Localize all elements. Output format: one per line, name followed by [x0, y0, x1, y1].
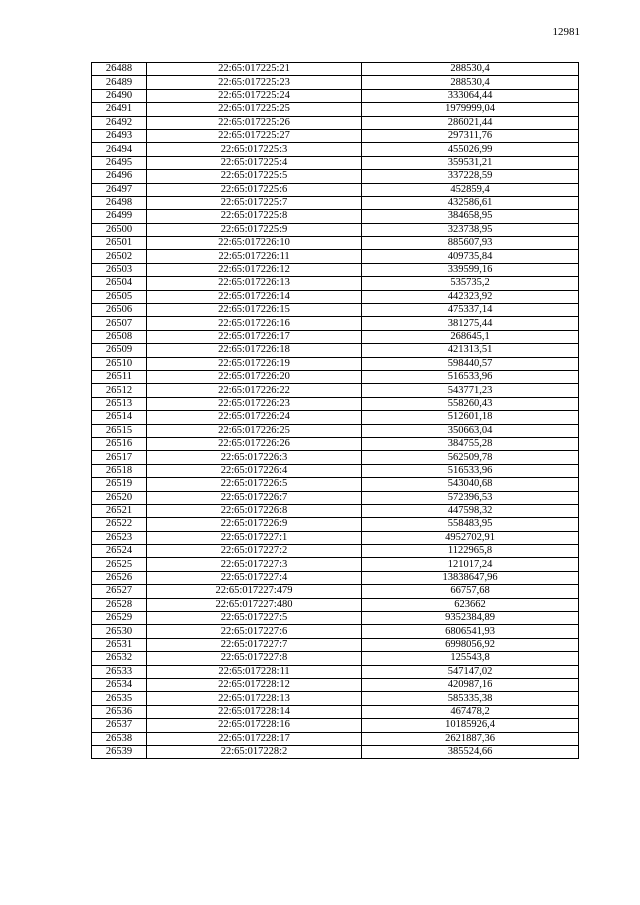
- cadastral-number-cell: 22:65:017227:7: [147, 638, 362, 651]
- row-number-cell: 26512: [92, 384, 147, 397]
- cadastral-number-cell: 22:65:017225:6: [147, 183, 362, 196]
- cadastral-value-cell: 339599,16: [362, 263, 579, 276]
- cadastral-value-cell: 337228,59: [362, 170, 579, 183]
- cadastral-number-cell: 22:65:017225:8: [147, 210, 362, 223]
- cadastral-number-cell: 22:65:017226:4: [147, 464, 362, 477]
- row-number-cell: 26501: [92, 237, 147, 250]
- cadastral-value-cell: 447598,32: [362, 504, 579, 517]
- row-number-cell: 26528: [92, 598, 147, 611]
- cadastral-value-cell: 4952702,91: [362, 531, 579, 544]
- table-row: [92, 183, 579, 196]
- cadastral-number-cell: 22:65:017226:17: [147, 330, 362, 343]
- cadastral-number-cell: 22:65:017225:7: [147, 196, 362, 209]
- cadastral-value-cell: 516533,96: [362, 464, 579, 477]
- row-number-cell: 26505: [92, 290, 147, 303]
- cadastral-value-cell: 420987,16: [362, 678, 579, 691]
- table-row: [92, 719, 579, 732]
- row-number-cell: 26516: [92, 437, 147, 450]
- cadastral-value-cell: 286021,44: [362, 116, 579, 129]
- table-body: [92, 63, 579, 759]
- cadastral-value-cell: 385524,66: [362, 745, 579, 758]
- cadastral-number-cell: 22:65:017225:24: [147, 89, 362, 102]
- row-number-cell: 26496: [92, 170, 147, 183]
- row-number-cell: 26510: [92, 357, 147, 370]
- cadastral-value-cell: 558483,95: [362, 518, 579, 531]
- cadastral-value-cell: 598440,57: [362, 357, 579, 370]
- table-row: [92, 665, 579, 678]
- row-number-cell: 26537: [92, 719, 147, 732]
- cadastral-value-cell: 384658,95: [362, 210, 579, 223]
- table-row: [92, 652, 579, 665]
- cadastral-value-cell: 572396,53: [362, 491, 579, 504]
- cadastral-value-cell: 359531,21: [362, 156, 579, 169]
- table-row: [92, 531, 579, 544]
- cadastral-value-cell: 623662: [362, 598, 579, 611]
- cadastral-value-cell: 512601,18: [362, 411, 579, 424]
- cadastral-number-cell: 22:65:017227:480: [147, 598, 362, 611]
- table-row: [92, 451, 579, 464]
- cadastral-value-cell: 381275,44: [362, 317, 579, 330]
- row-number-cell: 26520: [92, 491, 147, 504]
- table-row: [92, 625, 579, 638]
- row-number-cell: 26527: [92, 585, 147, 598]
- table-row: [92, 638, 579, 651]
- cadastral-value-cell: 421313,51: [362, 344, 579, 357]
- cadastral-value-cell: 467478,2: [362, 705, 579, 718]
- table-row: [92, 705, 579, 718]
- table-row: [92, 63, 579, 76]
- row-number-cell: 26497: [92, 183, 147, 196]
- cadastral-value-cell: 1979999,04: [362, 103, 579, 116]
- row-number-cell: 26535: [92, 692, 147, 705]
- cadastral-number-cell: 22:65:017226:25: [147, 424, 362, 437]
- cadastral-number-cell: 22:65:017226:14: [147, 290, 362, 303]
- row-number-cell: 26498: [92, 196, 147, 209]
- row-number-cell: 26525: [92, 558, 147, 571]
- table-row: [92, 424, 579, 437]
- table-row: [92, 437, 579, 450]
- table-row: [92, 210, 579, 223]
- cadastral-number-cell: 22:65:017225:4: [147, 156, 362, 169]
- row-number-cell: 26492: [92, 116, 147, 129]
- cadastral-number-cell: 22:65:017226:22: [147, 384, 362, 397]
- table-row: [92, 237, 579, 250]
- cadastral-value-cell: 10185926,4: [362, 719, 579, 732]
- cadastral-number-cell: 22:65:017228:11: [147, 665, 362, 678]
- cadastral-value-cell: 288530,4: [362, 76, 579, 89]
- row-number-cell: 26489: [92, 76, 147, 89]
- cadastral-number-cell: 22:65:017226:23: [147, 397, 362, 410]
- cadastral-number-cell: 22:65:017226:11: [147, 250, 362, 263]
- cadastral-value-cell: 13838647,96: [362, 571, 579, 584]
- table-row: [92, 89, 579, 102]
- row-number-cell: 26493: [92, 129, 147, 142]
- table-row: [92, 103, 579, 116]
- row-number-cell: 26539: [92, 745, 147, 758]
- cadastral-value-cell: 547147,02: [362, 665, 579, 678]
- row-number-cell: 26509: [92, 344, 147, 357]
- cadastral-value-cell: 2621887,36: [362, 732, 579, 745]
- row-number-cell: 26491: [92, 103, 147, 116]
- row-number-cell: 26494: [92, 143, 147, 156]
- cadastral-number-cell: 22:65:017226:26: [147, 437, 362, 450]
- table-row: [92, 223, 579, 236]
- cadastral-value-cell: 125543,8: [362, 652, 579, 665]
- row-number-cell: 26533: [92, 665, 147, 678]
- cadastral-number-cell: 22:65:017225:5: [147, 170, 362, 183]
- cadastral-number-cell: 22:65:017226:5: [147, 478, 362, 491]
- cadastral-number-cell: 22:65:017226:16: [147, 317, 362, 330]
- cadastral-number-cell: 22:65:017226:3: [147, 451, 362, 464]
- cadastral-number-cell: 22:65:017227:1: [147, 531, 362, 544]
- cadastral-value-cell: 121017,24: [362, 558, 579, 571]
- cadastral-value-cell: 442323,92: [362, 290, 579, 303]
- cadastral-number-cell: 22:65:017227:6: [147, 625, 362, 638]
- table-row: [92, 290, 579, 303]
- row-number-cell: 26532: [92, 652, 147, 665]
- cadastral-number-cell: 22:65:017225:21: [147, 63, 362, 76]
- row-number-cell: 26511: [92, 370, 147, 383]
- table-row: [92, 330, 579, 343]
- table-row: [92, 558, 579, 571]
- table-row: [92, 143, 579, 156]
- cadastral-value-cell: 384755,28: [362, 437, 579, 450]
- cadastral-number-cell: 22:65:017227:479: [147, 585, 362, 598]
- table-row: [92, 129, 579, 142]
- cadastral-number-cell: 22:65:017225:3: [147, 143, 362, 156]
- cadastral-value-cell: 885607,93: [362, 237, 579, 250]
- row-number-cell: 26536: [92, 705, 147, 718]
- row-number-cell: 26522: [92, 518, 147, 531]
- row-number-cell: 26514: [92, 411, 147, 424]
- table-row: [92, 116, 579, 129]
- table-row: [92, 397, 579, 410]
- cadastral-value-cell: 268645,1: [362, 330, 579, 343]
- table-row: [92, 491, 579, 504]
- cadastral-number-cell: 22:65:017226:7: [147, 491, 362, 504]
- row-number-cell: 26500: [92, 223, 147, 236]
- cadastral-value-cell: 585335,38: [362, 692, 579, 705]
- table-row: [92, 170, 579, 183]
- row-number-cell: 26515: [92, 424, 147, 437]
- cadastral-number-cell: 22:65:017225:27: [147, 129, 362, 142]
- row-number-cell: 26506: [92, 304, 147, 317]
- row-number-cell: 26530: [92, 625, 147, 638]
- table-row: [92, 504, 579, 517]
- row-number-cell: 26504: [92, 277, 147, 290]
- row-number-cell: 26507: [92, 317, 147, 330]
- table-row: [92, 304, 579, 317]
- cadastral-number-cell: 22:65:017226:15: [147, 304, 362, 317]
- row-number-cell: 26534: [92, 678, 147, 691]
- cadastral-number-cell: 22:65:017227:5: [147, 612, 362, 625]
- cadastral-number-cell: 22:65:017227:4: [147, 571, 362, 584]
- table-row: [92, 357, 579, 370]
- cadastral-value-cell: 323738,95: [362, 223, 579, 236]
- cadastral-number-cell: 22:65:017228:14: [147, 705, 362, 718]
- cadastral-value-cell: 6998056,92: [362, 638, 579, 651]
- table-row: [92, 196, 579, 209]
- table-row: [92, 76, 579, 89]
- cadastral-number-cell: 22:65:017226:24: [147, 411, 362, 424]
- row-number-cell: 26495: [92, 156, 147, 169]
- cadastral-number-cell: 22:65:017226:19: [147, 357, 362, 370]
- table-row: [92, 478, 579, 491]
- table-row: [92, 384, 579, 397]
- cadastral-number-cell: 22:65:017225:9: [147, 223, 362, 236]
- row-number-cell: 26531: [92, 638, 147, 651]
- row-number-cell: 26529: [92, 612, 147, 625]
- cadastral-number-cell: 22:65:017228:16: [147, 719, 362, 732]
- table-row: [92, 411, 579, 424]
- row-number-cell: 26503: [92, 263, 147, 276]
- cadastral-value-cell: 1122965,8: [362, 545, 579, 558]
- table-row: [92, 156, 579, 169]
- cadastral-value-cell: 6806541,93: [362, 625, 579, 638]
- row-number-cell: 26513: [92, 397, 147, 410]
- cadastral-number-cell: 22:65:017226:8: [147, 504, 362, 517]
- cadastral-number-cell: 22:65:017227:8: [147, 652, 362, 665]
- table-row: [92, 277, 579, 290]
- cadastral-value-cell: 432586,61: [362, 196, 579, 209]
- row-number-cell: 26490: [92, 89, 147, 102]
- row-number-cell: 26523: [92, 531, 147, 544]
- table-row: [92, 344, 579, 357]
- cadastral-number-cell: 22:65:017226:10: [147, 237, 362, 250]
- row-number-cell: 26502: [92, 250, 147, 263]
- table-row: [92, 745, 579, 758]
- cadastral-value-cell: 409735,84: [362, 250, 579, 263]
- cadastral-value-cell: 452859,4: [362, 183, 579, 196]
- cadastral-number-cell: 22:65:017227:2: [147, 545, 362, 558]
- cadastral-number-cell: 22:65:017226:12: [147, 263, 362, 276]
- table-row: [92, 250, 579, 263]
- table-row: [92, 585, 579, 598]
- row-number-cell: 26517: [92, 451, 147, 464]
- cadastral-value-cell: 535735,2: [362, 277, 579, 290]
- table-row: [92, 571, 579, 584]
- table-row: [92, 370, 579, 383]
- cadastral-value-cell: 455026,99: [362, 143, 579, 156]
- row-number-cell: 26488: [92, 63, 147, 76]
- cadastral-value-cell: 516533,96: [362, 370, 579, 383]
- table-row: [92, 317, 579, 330]
- cadastral-number-cell: 22:65:017225:25: [147, 103, 362, 116]
- cadastral-value-cell: 475337,14: [362, 304, 579, 317]
- table-row: [92, 518, 579, 531]
- table-row: [92, 263, 579, 276]
- cadastral-value-cell: 9352384,89: [362, 612, 579, 625]
- table-row: [92, 598, 579, 611]
- cadastral-value-cell: 543771,23: [362, 384, 579, 397]
- table-row: [92, 612, 579, 625]
- cadastral-number-cell: 22:65:017227:3: [147, 558, 362, 571]
- cadastral-value-cell: 543040,68: [362, 478, 579, 491]
- table-row: [92, 545, 579, 558]
- page-number: 12981: [552, 26, 580, 38]
- cadastral-value-cell: 350663,04: [362, 424, 579, 437]
- cadastral-number-cell: 22:65:017228:17: [147, 732, 362, 745]
- cadastral-number-cell: 22:65:017228:13: [147, 692, 362, 705]
- cadastral-value-cell: 562509,78: [362, 451, 579, 464]
- cadastral-value-cell: 66757,68: [362, 585, 579, 598]
- row-number-cell: 26519: [92, 478, 147, 491]
- cadastral-number-cell: 22:65:017226:18: [147, 344, 362, 357]
- cadastral-number-cell: 22:65:017226:13: [147, 277, 362, 290]
- row-number-cell: 26508: [92, 330, 147, 343]
- row-number-cell: 26518: [92, 464, 147, 477]
- table-row: [92, 464, 579, 477]
- cadastral-value-cell: 333064,44: [362, 89, 579, 102]
- cadastral-number-cell: 22:65:017226:9: [147, 518, 362, 531]
- table-row: [92, 678, 579, 691]
- cadastral-number-cell: 22:65:017228:2: [147, 745, 362, 758]
- cadastral-value-cell: 558260,43: [362, 397, 579, 410]
- cadastral-number-cell: 22:65:017225:23: [147, 76, 362, 89]
- table-row: [92, 692, 579, 705]
- row-number-cell: 26526: [92, 571, 147, 584]
- row-number-cell: 26521: [92, 504, 147, 517]
- cadastral-number-cell: 22:65:017228:12: [147, 678, 362, 691]
- row-number-cell: 26499: [92, 210, 147, 223]
- cadastral-number-cell: 22:65:017226:20: [147, 370, 362, 383]
- cadastral-value-table: [91, 62, 579, 759]
- row-number-cell: 26524: [92, 545, 147, 558]
- cadastral-value-cell: 297311,76: [362, 129, 579, 142]
- table-row: [92, 732, 579, 745]
- cadastral-value-cell: 288530,4: [362, 63, 579, 76]
- row-number-cell: 26538: [92, 732, 147, 745]
- cadastral-number-cell: 22:65:017225:26: [147, 116, 362, 129]
